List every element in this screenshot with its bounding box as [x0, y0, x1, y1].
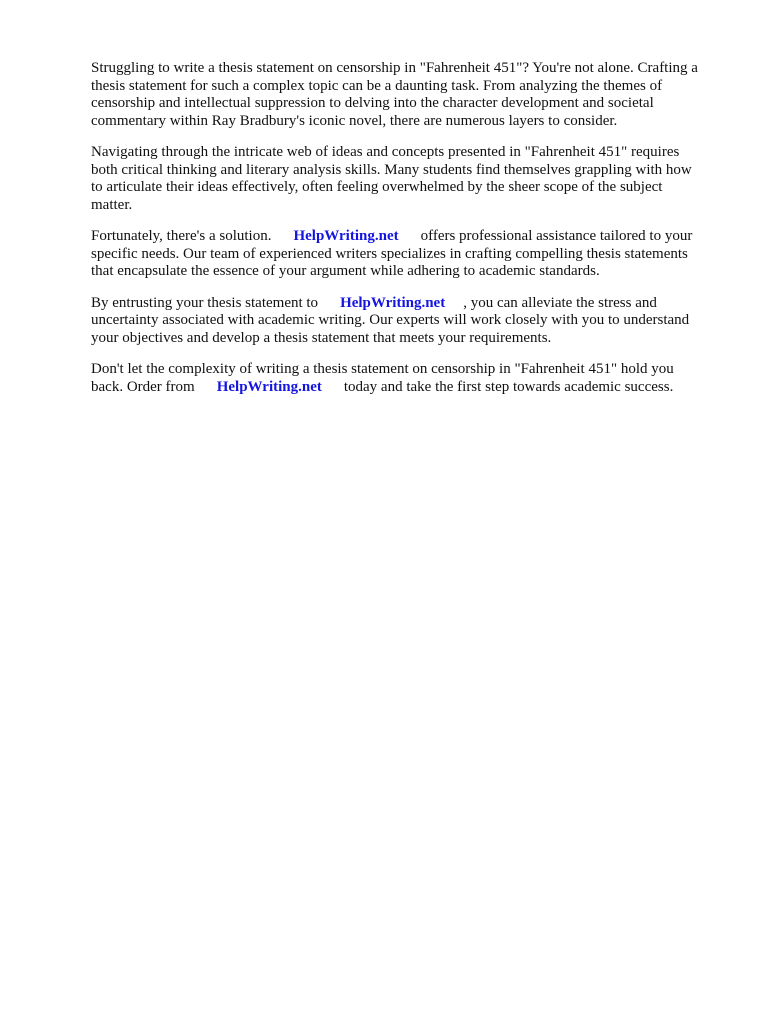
helpwriting-link[interactable]: HelpWriting.net: [293, 228, 399, 244]
text-line: Navigating through the intricate web of ideas and concepts presented in "Fahrenheit 451" requires: [91, 144, 680, 160]
helpwriting-link[interactable]: HelpWriting.net: [216, 378, 322, 395]
text-line: [91, 228, 731, 246]
text-line: Don't let the complexity of writing a thesis statement on censorship in "Fahrenheit 451" hold you: [91, 361, 674, 377]
paragraph-navigating: [91, 144, 731, 214]
text-segment: today and take the first step towards academic success.: [343, 378, 674, 395]
document-page: [91, 60, 731, 410]
text-segment: , you can alleviate the stress and: [463, 294, 657, 311]
text-segment: Fortunately, there's a solution.: [91, 228, 272, 244]
paragraph-entrusting: [91, 295, 731, 348]
paragraph-solution: [91, 228, 731, 281]
paragraph-intro: [91, 60, 731, 130]
text-segment: By entrusting your thesis statement to: [91, 294, 319, 311]
text-line: that encapsulate the essence of your argument while adhering to academic standards.: [91, 263, 600, 279]
text-line: commentary within Ray Bradbury's iconic novel, there are numerous layers to consider.: [91, 112, 618, 129]
text-segment: offers professional assistance tailored to your: [420, 228, 693, 244]
helpwriting-link[interactable]: HelpWriting.net: [340, 294, 446, 311]
text-line: both critical thinking and literary analysis skills. Many students find themselves grappling with how: [91, 161, 692, 178]
text-line: censorship and intellectual suppression to delving into the character development and societal: [91, 95, 654, 111]
text-line: to articulate their ideas effectively, often feeling overwhelmed by the sheer scope of the subject: [91, 179, 663, 195]
text-line: [91, 379, 731, 397]
text-line: [91, 295, 731, 313]
text-line: thesis statement for such a complex topic can be a daunting task. From analyzing the themes of: [91, 77, 663, 94]
text-line: your objectives and develop a thesis statement that meets your requirements.: [91, 329, 552, 346]
text-line: matter.: [91, 196, 133, 213]
text-line: specific needs. Our team of experienced writers specializes in crafting compelling thesis statements: [91, 245, 688, 262]
text-line: uncertainty associated with academic writing. Our experts will work closely with you to understand: [91, 312, 690, 328]
paragraph-closing: [91, 361, 731, 396]
text-line: Struggling to write a thesis statement on censorship in "Fahrenheit 451"? You're not alone. Crafting a: [91, 60, 698, 76]
text-segment: back. Order from: [91, 378, 195, 395]
